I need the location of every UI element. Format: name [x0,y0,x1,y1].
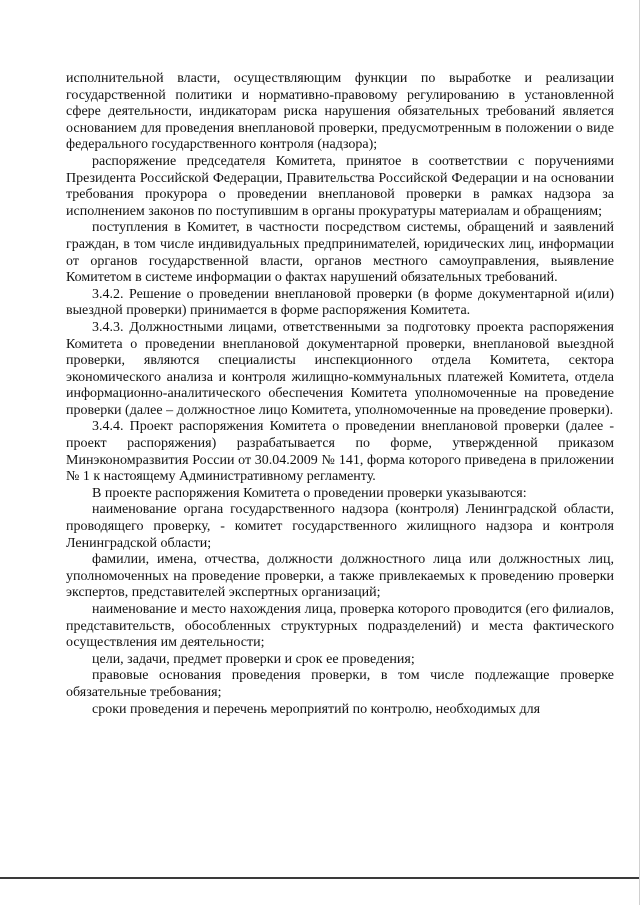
paragraph: распоряжение председателя Комитета, принятое в соответствии с поручениями Президента Российской Федерации, Правительства Российской Федерации и на основании требования прокурора о проведении внеплановой проверки в рамках надзора за исполнением законов по поступившим в органы прокуратуры материалам и обращениям; [66,153,614,219]
paragraph: поступления в Комитет, в частности посредством системы, обращений и заявлений граждан, в том числе индивидуальных предпринимателей, юридических лиц, информации от органов государственной власти, органов местного самоуправления, выявление Комитетом в системе информации о фактах нарушений обязательных требований. [66,220,614,286]
paragraph: сроки проведения и перечень мероприятий по контролю, необходимых для [92,701,541,717]
document-body [66,71,614,718]
paragraph: наименование органа государственного надзора (контроля) Ленинградской области, проводящего проверку, - комитет государственного жилищного надзора и контроля Ленинградской области; [66,502,614,551]
paragraph: исполнительной власти, осуществляющим функции по выработке и реализации государственной политики и нормативно-правовому регулированию в установленной сфере деятельности, индикаторам риска нарушения обязательных требований является основанием для проведения внеплановой проверки, предусмотренным в положении о виде федерального государственного контроля (надзора); [66,71,614,153]
paragraph: 3.4.3. Должностными лицами, ответственными за подготовку проекта распоряжения Комитета о проведении внеплановой документарной проверки, внеплановой выездной проверки, являются специалисты инспекционного отдела Комитета, сектора экономического анализа и контроля жилищно-коммунальных платежей Комитета, отдела информационно-аналитического обеспечения Комитета уполномоченные на проведение проверки (далее – должностное лицо Комитета, уполномоченные на проведение проверки). [66,319,614,418]
paragraph: 3.4.2. Решение о проведении внеплановой проверки (в форме документарной и(или) выездной проверки) принимается в форме распоряжения Комитета. [66,286,614,319]
paragraph: фамилии, имена, отчества, должности должностного лица или должностных лиц, уполномоченных на проведение проверки, а также привлекаемых к проведению проверки экспертов, представителей экспертных организаций; [66,552,614,601]
paragraph: цели, задачи, предмет проверки и срок ее проведения; [92,651,415,667]
paragraph: В проекте распоряжения Комитета о проведении проверки указываются: [92,485,527,501]
scan-bottom-edge [0,877,640,879]
paragraph: наименование и место нахождения лица, проверка которого проводится (его филиалов, представительств, обособленных структурных подразделений) и места фактического осуществления им деятельности; [66,602,614,651]
paragraph: 3.4.4. Проект распоряжения Комитета о проведении внеплановой проверки (далее - проект распоряжения) разрабатывается по форме, утвержденной приказом Минэкономразвития России от 30.04.2009 № 141, форма которого приведена в приложении № 1 к настоящему Административному регламенту. [66,419,614,485]
paragraph: правовые основания проведения проверки, в том числе подлежащие проверке обязательные требования; [66,668,614,700]
